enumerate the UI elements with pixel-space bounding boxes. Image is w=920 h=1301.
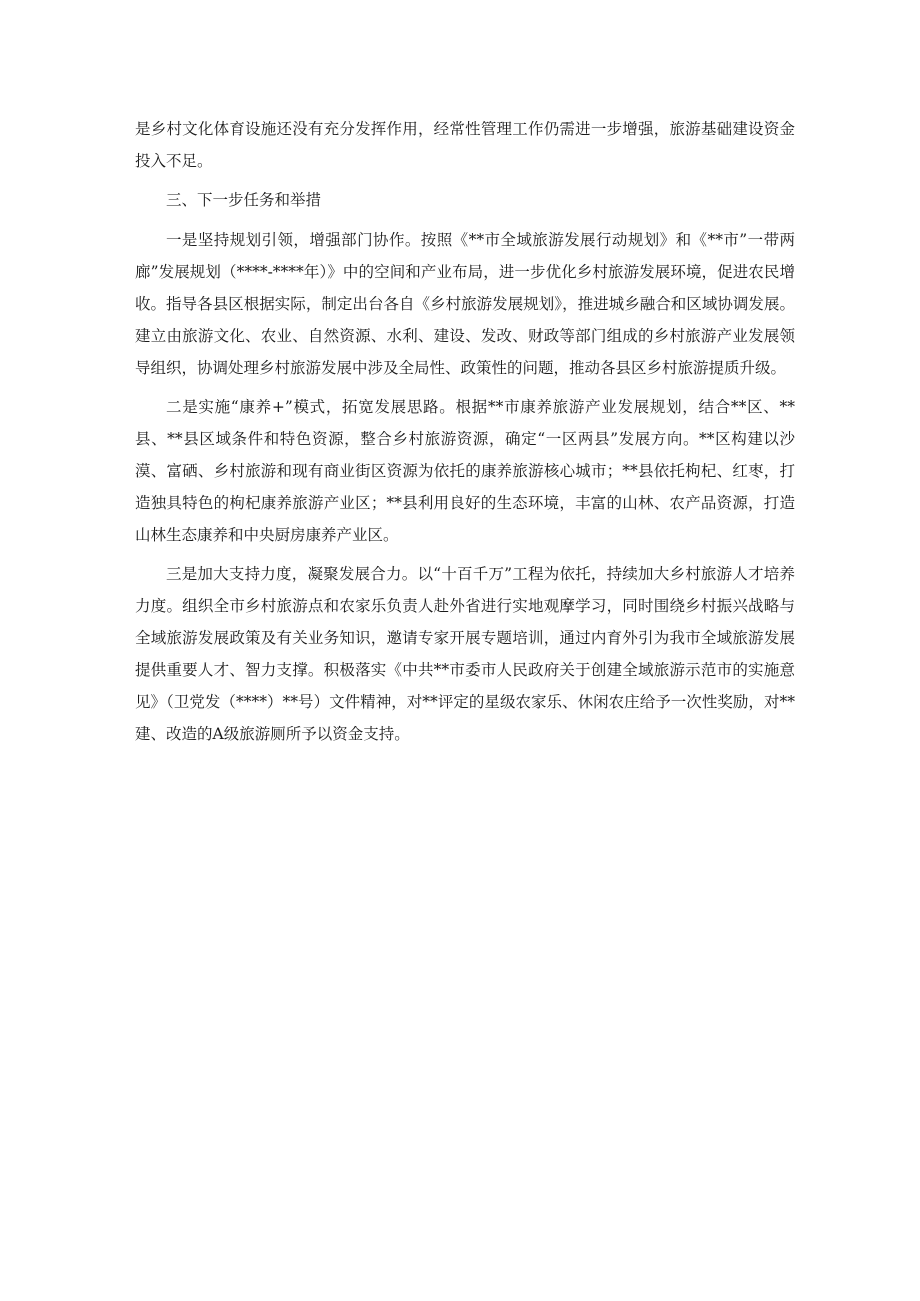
paragraph-planning: 一是坚持规划引领，增强部门协作。按照《**市全域旅游发展行动规划》和《**市”一带两廊”发展规划（****-****年）》中的空间和产业布局，进一步优化乡村旅游发展环境，促进农民增收。指导各县区根据实际，制定出台各自《乡村旅游发展规划》，推进城乡融合和区域协调发展。建立由旅游文化、农业、自然资源、水利、建设、发改、财政等部门组成的乡村旅游产业发展领导组织，协调处理乡村旅游发展中涉及全局性、政策性的问题，推动各县区乡村旅游提质升级。 <box>135 231 795 377</box>
paragraph-health-tourism: 二是实施“康养+”模式，拓宽发展思路。根据**市康养旅游产业发展规划，结合**区、**县、**县区域条件和特色资源，整合乡村旅游资源，确定“一区两县”发展方向。**区构建以沙漠、富硒、乡村旅游和现有商业街区资源为依托的康养旅游核心城市；**县依托枸杞、红枣，打造独具特色的枸杞康养旅游产业区；**县利用良好的生态环境，丰富的山林、农产品资源，打造山林生态康养和中央厨房康养产业区。 <box>135 398 795 544</box>
section-heading: 三、下一步任务和举措 <box>166 191 322 209</box>
paragraph-support: 三是加大支持力度，凝聚发展合力。以“十百千万”工程为依托，持续加大乡村旅游人才培养力度。组织全市乡村旅游点和农家乐负责人赴外省进行实地观摩学习，同时围绕乡村振兴战略与全域旅游发展政策及有关业务知识，邀请专家开展专题培训，通过内育外引为我市全域旅游发展提供重要人才、智力支撑。积极落实《中共**市委市人民政府关于创建全域旅游示范市的实施意见》（卫党发（****）**号）文件精神，对**评定的星级农家乐、休闲农庄给予一次性奖励，对**建、改造的A级旅游厕所予以资金支持。 <box>135 565 795 743</box>
paragraph-continuation: 是乡村文化体育设施还没有充分发挥作用，经常性管理工作仍需进一步增强，旅游基础建设资金投入不足。 <box>135 120 795 170</box>
document-body <box>135 113 795 757</box>
